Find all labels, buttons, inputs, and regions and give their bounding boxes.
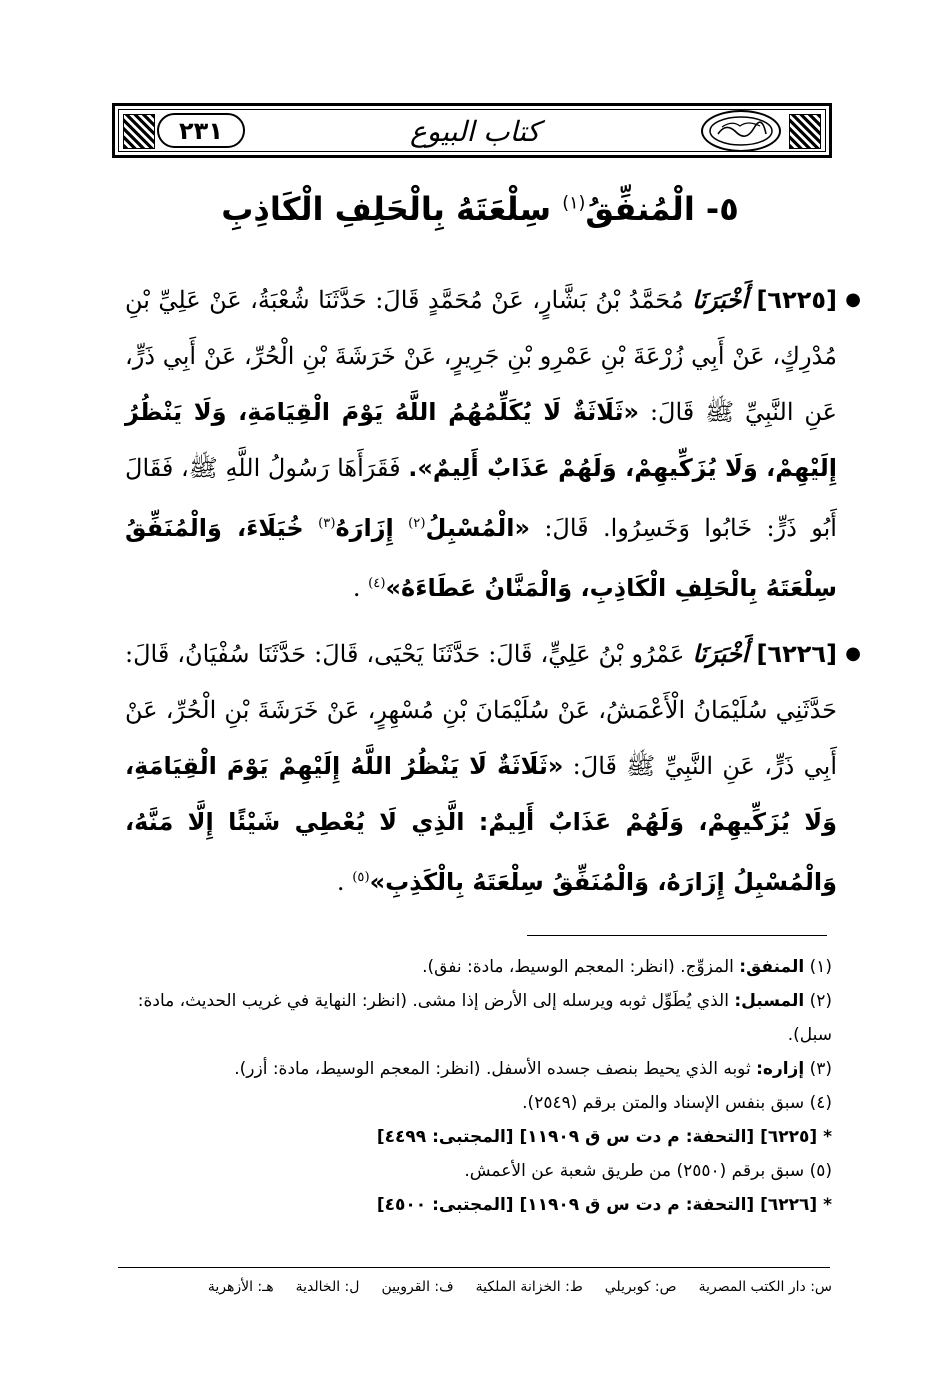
running-header bbox=[112, 103, 832, 158]
seal-logo bbox=[701, 110, 781, 152]
footnote-text: ثوبه الذي يحيط بنصف جسده الأسفل. (انظر: المعجم الوسيط، مادة: أزر). bbox=[234, 1059, 751, 1079]
chapter-title-rest: سِلْعَتَهُ بِالْحَلِفِ الْكَاذِبِ bbox=[221, 190, 552, 228]
matn-bold: إِزَارَهُ bbox=[335, 514, 394, 542]
narration-text: فَقَرَأَهَا رَسُولُ اللَّهِ ﷺ، فَقَالَ أَبُو ذَرٍّ: خَابُوا وَخَسِرُوا. قَالَ: bbox=[125, 454, 837, 542]
takhrij-text: [٦٢٢٦] [التحفة: م دت س ق ١١٩٠٩] [المجتبى: ٤٥٠٠] bbox=[376, 1195, 818, 1215]
footnote-mark: (١) bbox=[809, 957, 832, 977]
page-number: ٢٣١ bbox=[157, 113, 245, 148]
end-punct: . bbox=[336, 868, 345, 896]
seal-icon bbox=[706, 114, 776, 148]
footnote-mark: (٥) bbox=[809, 1161, 832, 1181]
hadith-number: [٦٢٢٦] bbox=[756, 640, 837, 668]
legend-item: س: دار الكتب المصرية bbox=[698, 1279, 832, 1295]
manuscript-legend bbox=[120, 1275, 832, 1299]
legend-rule bbox=[118, 1267, 830, 1268]
legend-item: ص: كوبريلي bbox=[604, 1279, 677, 1295]
footnote bbox=[120, 1154, 832, 1188]
end-punct: . bbox=[352, 574, 361, 602]
legend-item: ل: الخالدية bbox=[295, 1279, 360, 1295]
footnote-ref: (٣) bbox=[318, 516, 336, 531]
legend-item: هـ: الأزهرية bbox=[207, 1279, 274, 1295]
bullet-icon: ● bbox=[845, 289, 861, 310]
takhrij-line bbox=[120, 1120, 832, 1154]
hadith-block bbox=[125, 272, 861, 616]
footnote bbox=[120, 1086, 832, 1120]
star-icon: * bbox=[823, 1195, 832, 1215]
takhrij-text: [٦٢٢٥] [التحفة: م دت س ق ١١٩٠٩] [المجتبى: ٤٤٩٩] bbox=[376, 1127, 818, 1147]
footnote-ref: (٥) bbox=[352, 870, 370, 885]
footnote-mark: (٣) bbox=[809, 1059, 832, 1079]
takhrij-line bbox=[120, 1188, 832, 1222]
footnote-mark: (٤) bbox=[809, 1093, 832, 1113]
footnote-ref: (٤) bbox=[368, 576, 386, 591]
footnote-text: سبق برقم (٢٥٥٠) من طريق شعبة عن الأعمش. bbox=[464, 1161, 805, 1181]
footnote bbox=[120, 1052, 832, 1086]
ornament-right bbox=[789, 114, 821, 149]
star-icon: * bbox=[823, 1127, 832, 1147]
footnotes bbox=[120, 950, 832, 1222]
footnote bbox=[120, 984, 832, 1052]
footnote-mark: (٢) bbox=[809, 991, 832, 1011]
footnote-text: سبق بنفس الإسناد والمتن برقم (٢٥٤٩). bbox=[522, 1093, 805, 1113]
matn-bold: «ثَلَاثَةٌ لَا يُكَلِّمُهُمُ اللَّهُ يَوْمَ الْقِيَامَةِ، وَلَا يَنْظُرُ إِلَيْهِمْ، وَلَا يُزَكِّيهِمْ، وَلَهُمْ عَذَابٌ أَلِيمٌ». bbox=[125, 398, 837, 482]
matn-bold: «الْمُسْبِلُ bbox=[425, 514, 530, 542]
hadith-number: [٦٢٢٥] bbox=[756, 286, 837, 314]
ornament-left bbox=[123, 114, 155, 149]
book-title: كتاب البيوع bbox=[410, 115, 540, 148]
akhbarana: أَخْبَرَنَا bbox=[692, 285, 749, 314]
legend-item: ط: الخزانة الملكية bbox=[475, 1279, 583, 1295]
akhbarana: أَخْبَرَنَا bbox=[692, 639, 749, 668]
isnad-text: مُحَمَّدُ بْنُ بَشَّارٍ، عَنْ مُحَمَّدٍ قَالَ: حَدَّثَنَا شُعْبَةُ، عَنْ عَلِيِّ بْنِ مُدْرِكٍ، عَنْ أَبِي زُرْعَةَ بْنِ عَمْرِو بْنِ جَرِيرٍ، عَنْ خَرَشَةَ بْنِ الْحُرِّ، عَنْ أَبِي ذَرٍّ، عَنِ النَّبِيِّ ﷺ قَالَ: bbox=[125, 286, 837, 426]
legend-item: ف: القرويين bbox=[381, 1279, 454, 1295]
matn-bold: خُيَلَاءَ، وَالْمُنَفِّقُ سِلْعَتَهُ بِالْحَلِفِ الْكَاذِبِ، وَالْمَنَّانُ عَطَاءَهُ» bbox=[125, 514, 837, 602]
isnad-text: عَمْرُو بْنُ عَلِيٍّ، قَالَ: حَدَّثَنَا يَحْيَى، قَالَ: حَدَّثَنَا سُفْيَانُ، قَالَ: حَدَّثَنِي سُلَيْمَانُ الْأَعْمَشُ، عَنْ سُلَيْمَانَ بْنِ مُسْهِرٍ، عَنْ خَرَشَةَ بْنِ الْحُرِّ، عَنْ أَبِي ذَرٍّ، عَنِ النَّبِيِّ ﷺ قَالَ: bbox=[125, 640, 838, 780]
hadith-block bbox=[125, 626, 861, 910]
footnote-ref: (٢) bbox=[408, 516, 426, 531]
footnote bbox=[120, 950, 832, 984]
footnote-term: المسبل: bbox=[734, 991, 805, 1011]
chapter-title bbox=[150, 190, 810, 250]
footnote-rule bbox=[527, 935, 827, 936]
bullet-icon: ● bbox=[845, 643, 861, 664]
matn-bold: «ثَلَاثَةٌ لَا يَنْظُرُ اللَّهُ إِلَيْهِمْ يَوْمَ الْقِيَامَةِ، وَلَا يُزَكِّيهِمْ، وَلَهُمْ عَذَابٌ أَلِيمٌ: الَّذِي لَا يُعْطِي شَيْئًا إِلَّا مَنَّهُ، وَالْمُسْبِلُ إِزَارَهُ، وَالْمُنَفِّقُ سِلْعَتَهُ بِالْكَذِبِ» bbox=[125, 752, 837, 896]
footnote-text: المزوِّج. (انظر: المعجم الوسيط، مادة: نفق). bbox=[422, 957, 734, 977]
footnote-ref: (١) bbox=[562, 193, 586, 214]
footnote-term: المنفق: bbox=[739, 957, 805, 977]
chapter-title-main: ٥- الْمُنفِّقُ bbox=[585, 190, 739, 228]
footnote-text: الذي يُطَوِّل ثوبه ويرسله إلى الأرض إذا مشى. (انظر: النهاية في غريب الحديث، مادة: سبل). bbox=[137, 991, 832, 1045]
footnote-term: إزاره: bbox=[756, 1059, 805, 1079]
